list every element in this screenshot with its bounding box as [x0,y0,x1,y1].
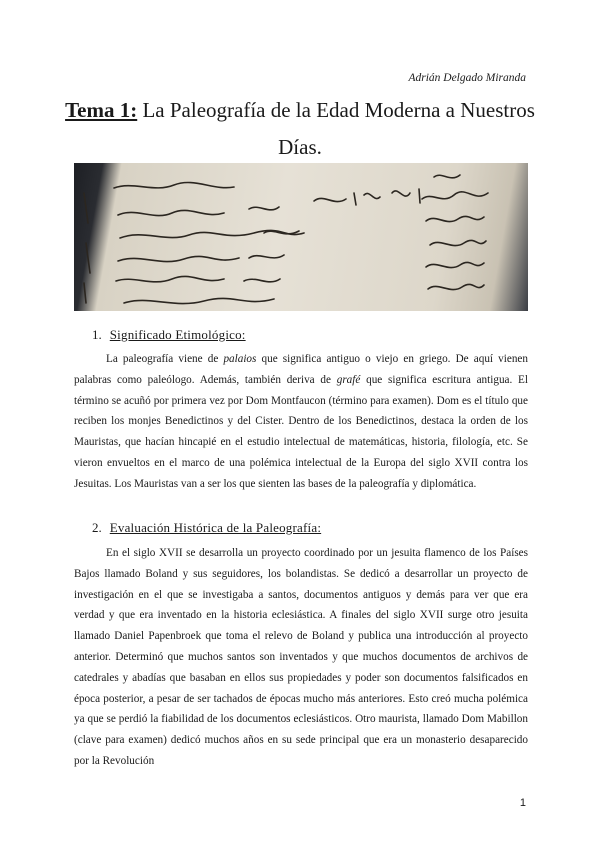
text-run: que significa antiguo o viejo en griego. De aquí vienen palabras como paleólogo. Además, también deriva de [74,353,528,386]
author-name: Adrián Delgado Miranda [408,72,526,84]
manuscript-photo [74,163,528,311]
text-run: que significa escritura antigua. El término se acuñó por primera vez por Dom Montfaucon (término para examen). Dom es el título que reciben los monjes Benedictinos y del Cister. Dentro de los Benedictinos, destaca la orden de los Mauristas, que hacían hincapié en el estudio intelectual de matemáticas, historia, filología, etc. Se vieron envueltos en el marco de una polémica intelectual de la Europa del siglo XVII contra los Jesuitas. Los Mauristas van a ser los que sienten las bases de la paleografía y diplomática. [74,373,528,490]
italic-term: grafé [336,373,361,386]
document-title [60,92,540,166]
paragraph-text: En el siglo XVII se desarrolla un proyecto coordinado por un jesuita flamenco de los Países Bajos llamado Boland y sus seguidores, los bolandistas. Se dedicó a desarrollar un proyecto de investigación en el que se investigaba a santos, documentos antiguos y demás para ver que era verdad y que era inventado en la historia eclesiástica. A finales del siglo XVII surge otro jesuita llamado Daniel Papenbroek que toma el relevo de Boland y publica una introducción al proyecto anterior. Determinó que muchos santos son inventados y que muchos documentos de archivos de catedrales y abadías que basaban en ellos sus propiedades y poder son documentos falsificados en época posterior, a pesar de ser tachados de épocas mucho más anteriores. Esto creó mucha polémica ya que se perdió la fiabilidad de los documentos eclesiásticos. Otro maurista, llamado Dom Mabillon (clave para examen) dedicó muchos años en su sede principal que era un monasterio desaparecido por la Revolución [74,547,528,767]
section-number: 1. [92,327,102,342]
section-paragraph-1 [74,349,528,495]
title-text: La Paleografía de la Edad Moderna a Nuestros Días. [137,98,535,159]
italic-term: palaios [223,353,257,365]
section-heading-2 [92,520,321,536]
title-tema-label: Tema 1: [65,98,138,122]
section-paragraph-2 [74,543,528,772]
section-number: 2. [92,520,102,535]
section-title: Evaluación Histórica de la Paleografía: [109,520,322,535]
section-heading-1 [92,327,246,343]
text-run: La paleografía viene de [106,353,224,365]
manuscript-handwriting [74,163,528,311]
section-title: Significado Etimológico: [109,327,246,342]
page-number: 1 [519,797,526,809]
